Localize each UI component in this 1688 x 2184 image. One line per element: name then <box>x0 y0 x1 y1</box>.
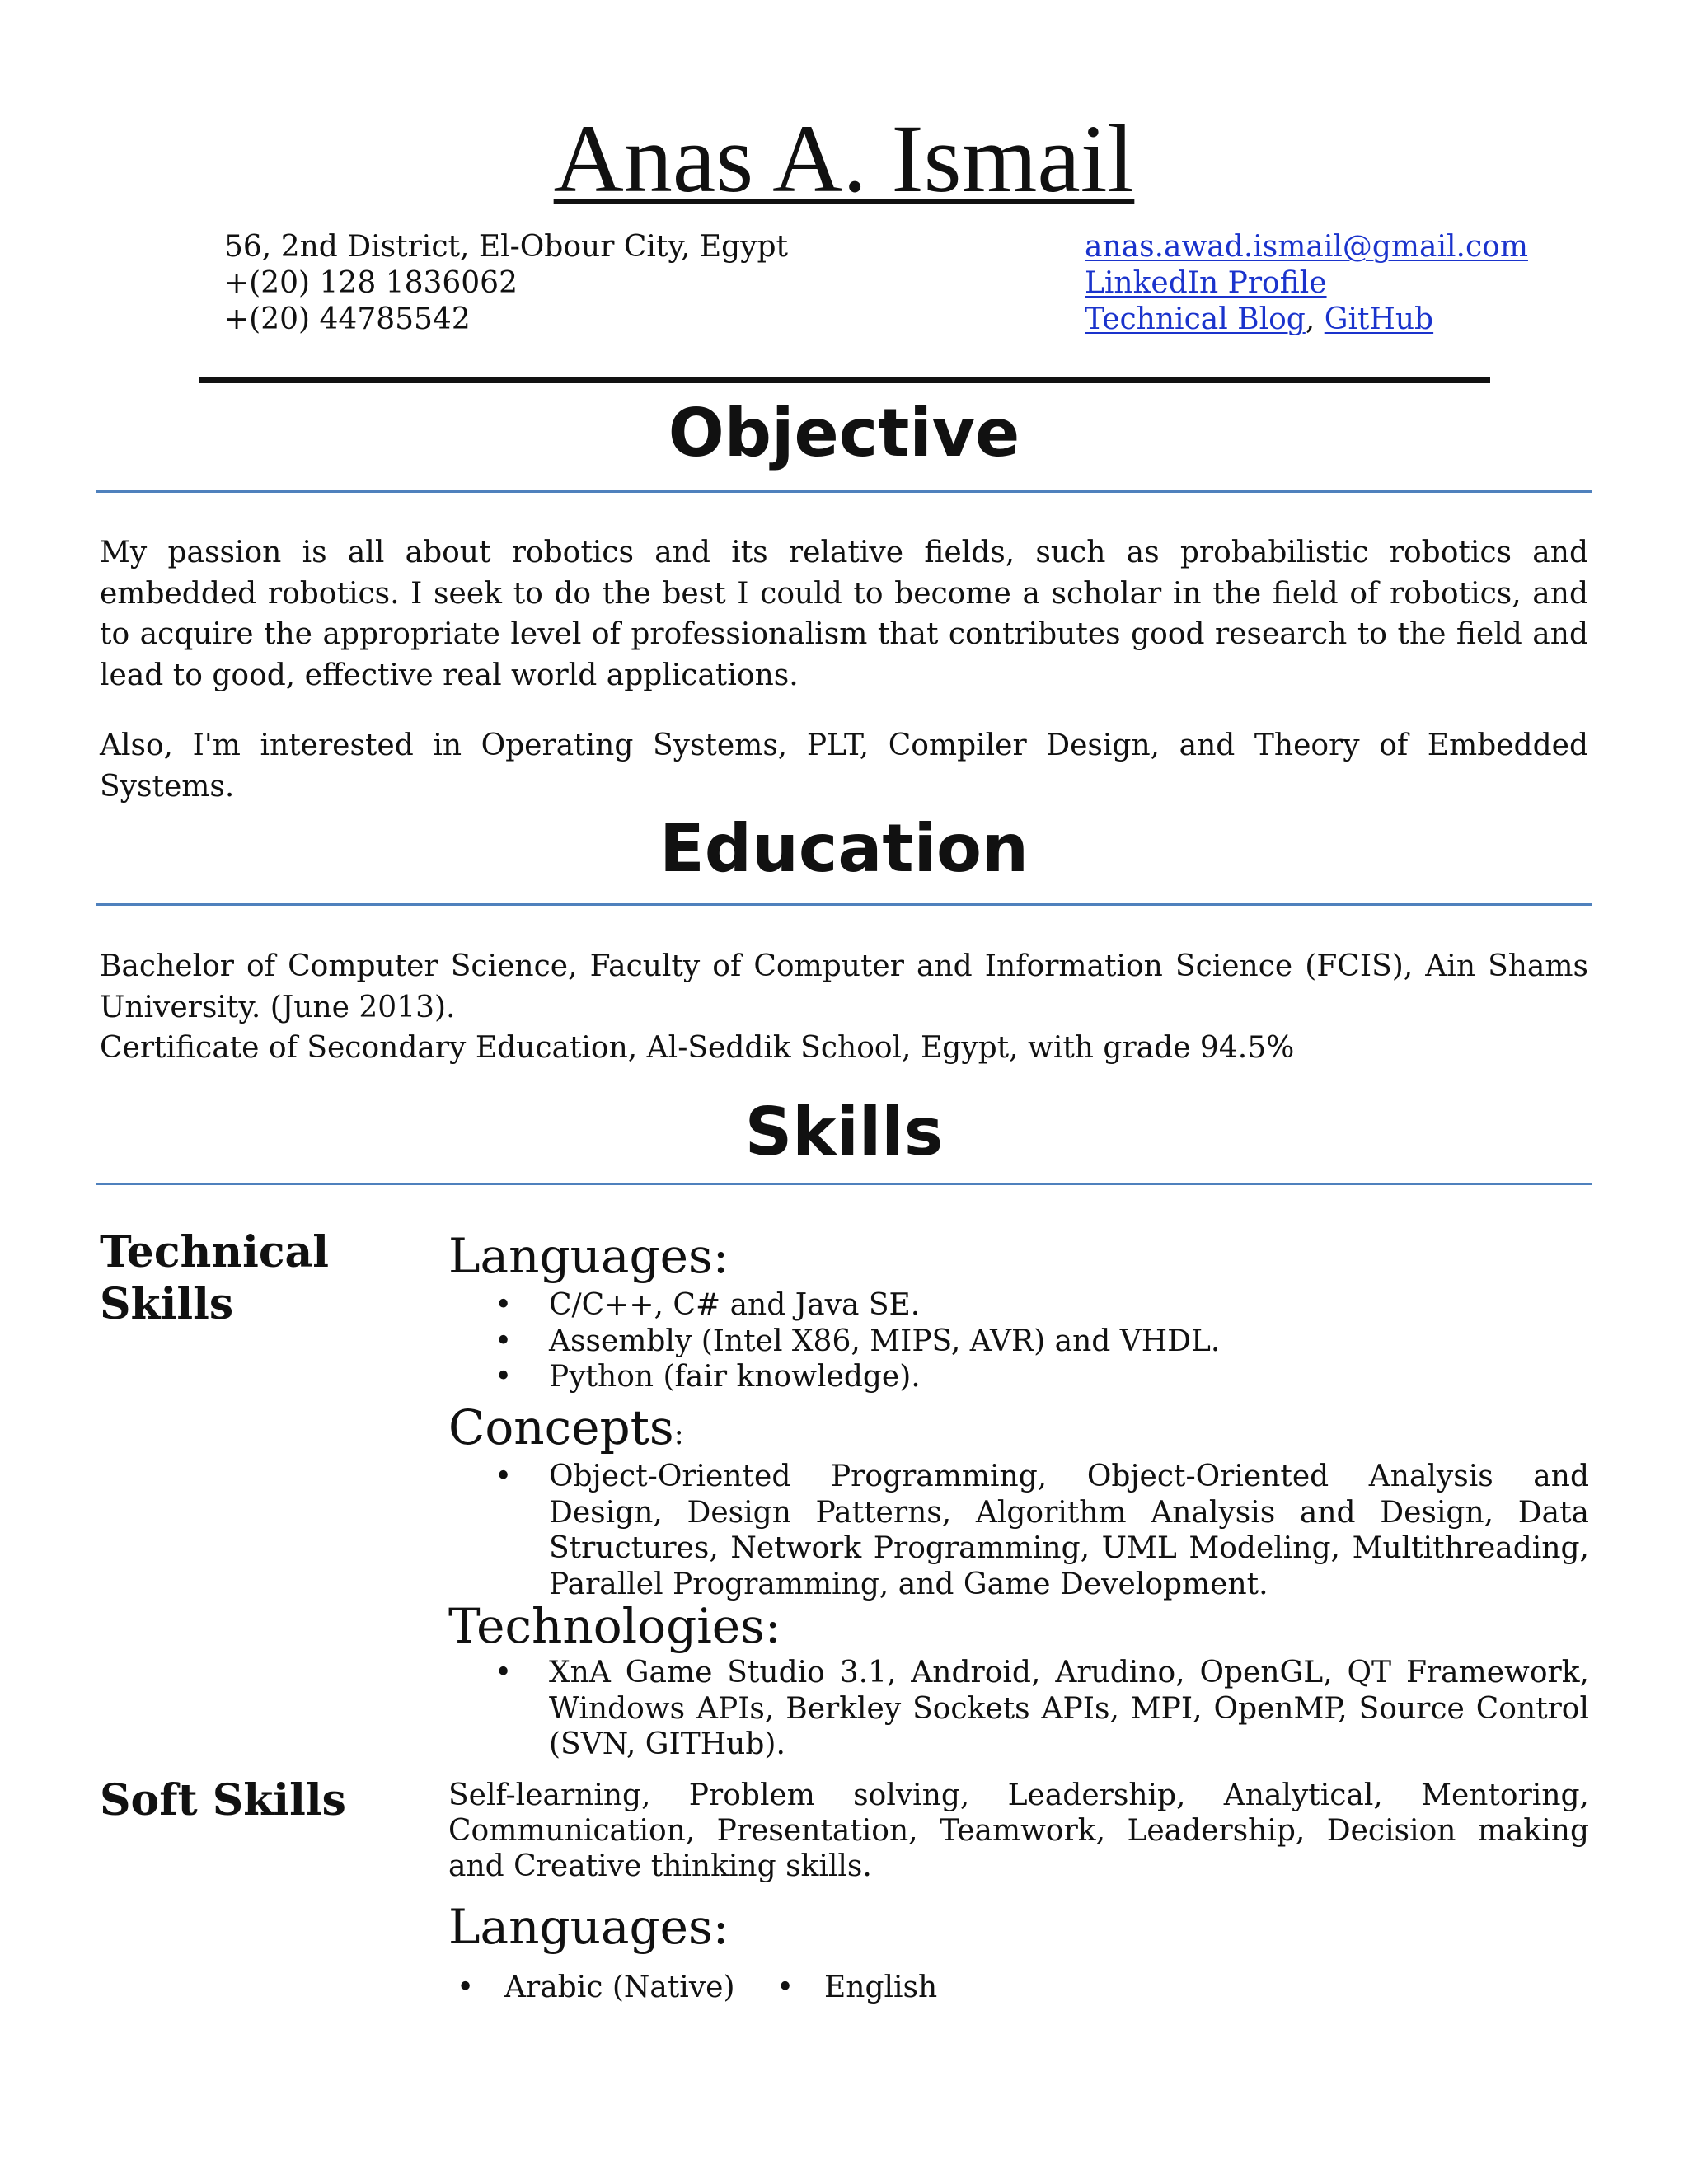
bullet-icon: • <box>776 1971 795 2004</box>
bullet-icon: • <box>457 1971 475 2004</box>
spoken-language-arabic: Arabic (Native) <box>504 1971 735 2004</box>
concepts-subheading <box>448 1399 684 1464</box>
list-item: • C/C++, C# and Java SE. <box>448 1287 1589 1324</box>
contact-right-block <box>1085 229 1528 338</box>
address: 56, 2nd District, El-Obour City, Egypt <box>224 230 788 264</box>
github-link[interactable]: GitHub <box>1324 302 1434 336</box>
link-separator: , <box>1305 302 1325 336</box>
linkedin-link[interactable]: LinkedIn Profile <box>1085 266 1327 300</box>
list-item: • XnA Game Studio 3.1, Android, Arudino, OpenGL, QT Framework, Windows APIs, Berkley Sockets APIs, MPI, OpenMP, Source Control (SVN, GITHub). <box>448 1655 1589 1763</box>
programming-languages-list <box>448 1287 1589 1395</box>
spoken-languages-subheading: Languages: <box>448 1899 729 1955</box>
candidate-name: Anas A. Ismail <box>553 105 1135 213</box>
skills-heading: Skills <box>744 1094 944 1170</box>
list-item: • Python (fair knowledge). <box>448 1359 1589 1395</box>
technologies-subheading: Technologies: <box>448 1598 781 1654</box>
spoken-language-item <box>457 1970 735 2006</box>
technical-skills-label-line-1: Technical <box>100 1227 329 1277</box>
objective-paragraph-2: Also, I'm interested in Operating Systems, PLT, Compiler Design, and Theory of Embedded Systems. <box>100 729 1588 804</box>
soft-skills-label: Soft Skills <box>100 1775 346 1825</box>
technical-skills-label <box>100 1226 329 1330</box>
objective-divider <box>96 490 1592 493</box>
languages-subheading: Languages: <box>448 1228 729 1284</box>
soft-skills-text: Self-learning, Problem solving, Leadership, Analytical, Mentoring, Communication, Presentation, Teamwork, Leadership, Decision making and Creative thinking skills. <box>448 1779 1589 1883</box>
technologies-list <box>448 1655 1589 1763</box>
concepts-subheading-text: Concepts <box>448 1399 674 1455</box>
concepts-subheading-colon: : <box>673 1418 684 1451</box>
skills-divider <box>96 1183 1592 1185</box>
list-item: • Object-Oriented Programming, Object-Oriented Analysis and Design, Design Patterns, Algorithm Analysis and Design, Data Structures, Network Programming, UML Modeling, Multithreading, Parallel Programming, and Game Development. <box>448 1459 1589 1602</box>
phone-landline: +(20) 44785542 <box>224 302 471 336</box>
spoken-language-english: English <box>824 1971 938 2004</box>
technical-blog-link[interactable]: Technical Blog <box>1085 302 1306 336</box>
spoken-language-item <box>776 1970 938 2006</box>
objective-paragraph-1: My passion is all about robotics and its relative fields, such as probabilistic robotics and embedded robotics. I seek to do the best I could to become a scholar in the field of robotics, and to acquire the appropriate level of professionalism that contributes good research to the field and lead to good, effective real world applications. <box>100 536 1588 692</box>
education-heading: Education <box>659 810 1029 887</box>
email-link[interactable]: anas.awad.ismail@gmail.com <box>1085 230 1528 264</box>
contact-left-block <box>224 229 788 338</box>
education-divider <box>96 903 1592 906</box>
education-degree: Bachelor of Computer Science, Faculty of Computer and Information Science (FCIS), Ain Shams University. (June 2013). <box>100 949 1588 1024</box>
phone-mobile: +(20) 128 1836062 <box>224 266 518 300</box>
list-item: • Assembly (Intel X86, MIPS, AVR) and VHDL. <box>448 1324 1589 1360</box>
education-secondary: Certificate of Secondary Education, Al-Seddik School, Egypt, with grade 94.5% <box>100 1031 1295 1065</box>
technical-skills-label-line-2: Skills <box>100 1279 234 1329</box>
header-divider <box>199 377 1490 383</box>
concepts-list <box>448 1459 1589 1602</box>
objective-heading: Objective <box>668 395 1020 471</box>
